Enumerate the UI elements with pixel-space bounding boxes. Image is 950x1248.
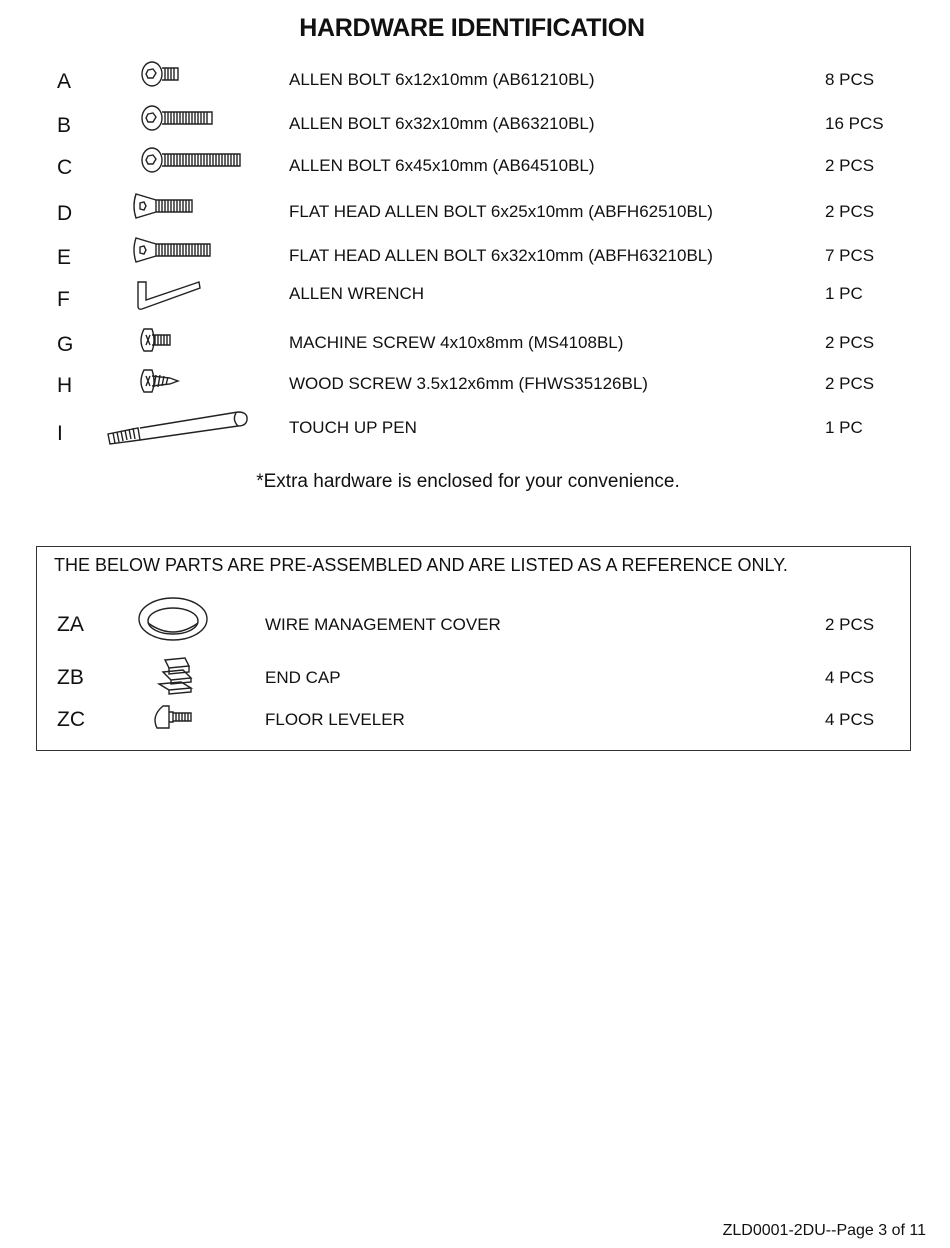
hardware-quantity: 2 PCS [825, 333, 875, 352]
hardware-description: WOOD SCREW 3.5x12x6mm (FHWS35126BL) [289, 374, 648, 393]
reference-description: WIRE MANAGEMENT COVER [265, 615, 501, 634]
reference-row-za [37, 613, 910, 653]
wood-screw-icon [100, 362, 250, 407]
hardware-quantity: 2 PCS [825, 156, 875, 175]
reference-quantity: 2 PCS [825, 615, 875, 634]
hardware-letter: C [57, 156, 73, 179]
hardware-quantity: 16 PCS [825, 114, 884, 133]
extra-hardware-note: *Extra hardware is enclosed for your convenience. [256, 471, 680, 492]
short-allen-bolt-icon [100, 58, 250, 103]
flat-head-bolt-long-icon [100, 234, 250, 279]
reference-description: END CAP [265, 668, 341, 687]
reference-description: FLOOR LEVELER [265, 710, 405, 729]
hardware-description: ALLEN BOLT 6x32x10mm (AB63210BL) [289, 114, 595, 133]
page-footer: ZLD0001-2DU--Page 3 of 11 [722, 1222, 926, 1239]
floor-leveler-icon [129, 694, 229, 749]
hardware-letter: G [57, 333, 74, 356]
machine-screw-icon [100, 321, 250, 366]
reference-letter: ZA [57, 613, 84, 636]
medium-allen-bolt-icon [100, 102, 250, 147]
page-title: HARDWARE IDENTIFICATION [299, 14, 645, 42]
hardware-letter: I [57, 422, 63, 445]
hardware-letter: F [57, 288, 70, 311]
hardware-quantity: 7 PCS [825, 246, 875, 265]
hardware-description: FLAT HEAD ALLEN BOLT 6x32x10mm (ABFH63210BL) [289, 246, 713, 265]
hardware-description: MACHINE SCREW 4x10x8mm (MS4108BL) [289, 333, 624, 352]
hardware-quantity: 8 PCS [825, 70, 875, 89]
touch-up-pen-icon [100, 410, 280, 465]
hardware-letter: H [57, 374, 73, 397]
hardware-letter: B [57, 114, 72, 137]
hardware-quantity: 2 PCS [825, 202, 875, 221]
hardware-letter: E [57, 246, 72, 269]
reference-letter: ZB [57, 666, 84, 689]
pre-assembled-reference-box [36, 546, 911, 751]
flat-head-bolt-icon [100, 190, 250, 235]
hardware-description: ALLEN BOLT 6x12x10mm (AB61210BL) [289, 70, 595, 89]
reference-quantity: 4 PCS [825, 668, 875, 687]
hardware-row-h [0, 374, 950, 414]
hardware-row-i [0, 418, 950, 462]
hardware-description: TOUCH UP PEN [289, 418, 417, 437]
hardware-letter: D [57, 202, 73, 225]
long-allen-bolt-icon [100, 144, 250, 189]
wire-management-cover-icon [129, 599, 229, 654]
hardware-quantity: 2 PCS [825, 374, 875, 393]
reference-row-zc [37, 708, 910, 748]
hardware-description: ALLEN BOLT 6x45x10mm (AB64510BL) [289, 156, 595, 175]
hardware-description: ALLEN WRENCH [289, 284, 425, 303]
hardware-description: FLAT HEAD ALLEN BOLT 6x25x10mm (ABFH62510BL) [289, 202, 713, 221]
allen-wrench-icon [100, 276, 250, 321]
hardware-letter: A [57, 70, 72, 93]
reference-quantity: 4 PCS [825, 710, 875, 729]
hardware-quantity: 1 PC [825, 418, 863, 437]
reference-heading: THE BELOW PARTS ARE PRE-ASSEMBLED AND ARE LISTED AS A REFERENCE ONLY. [54, 555, 788, 575]
reference-letter: ZC [57, 708, 85, 731]
hardware-quantity: 1 PC [825, 284, 863, 303]
